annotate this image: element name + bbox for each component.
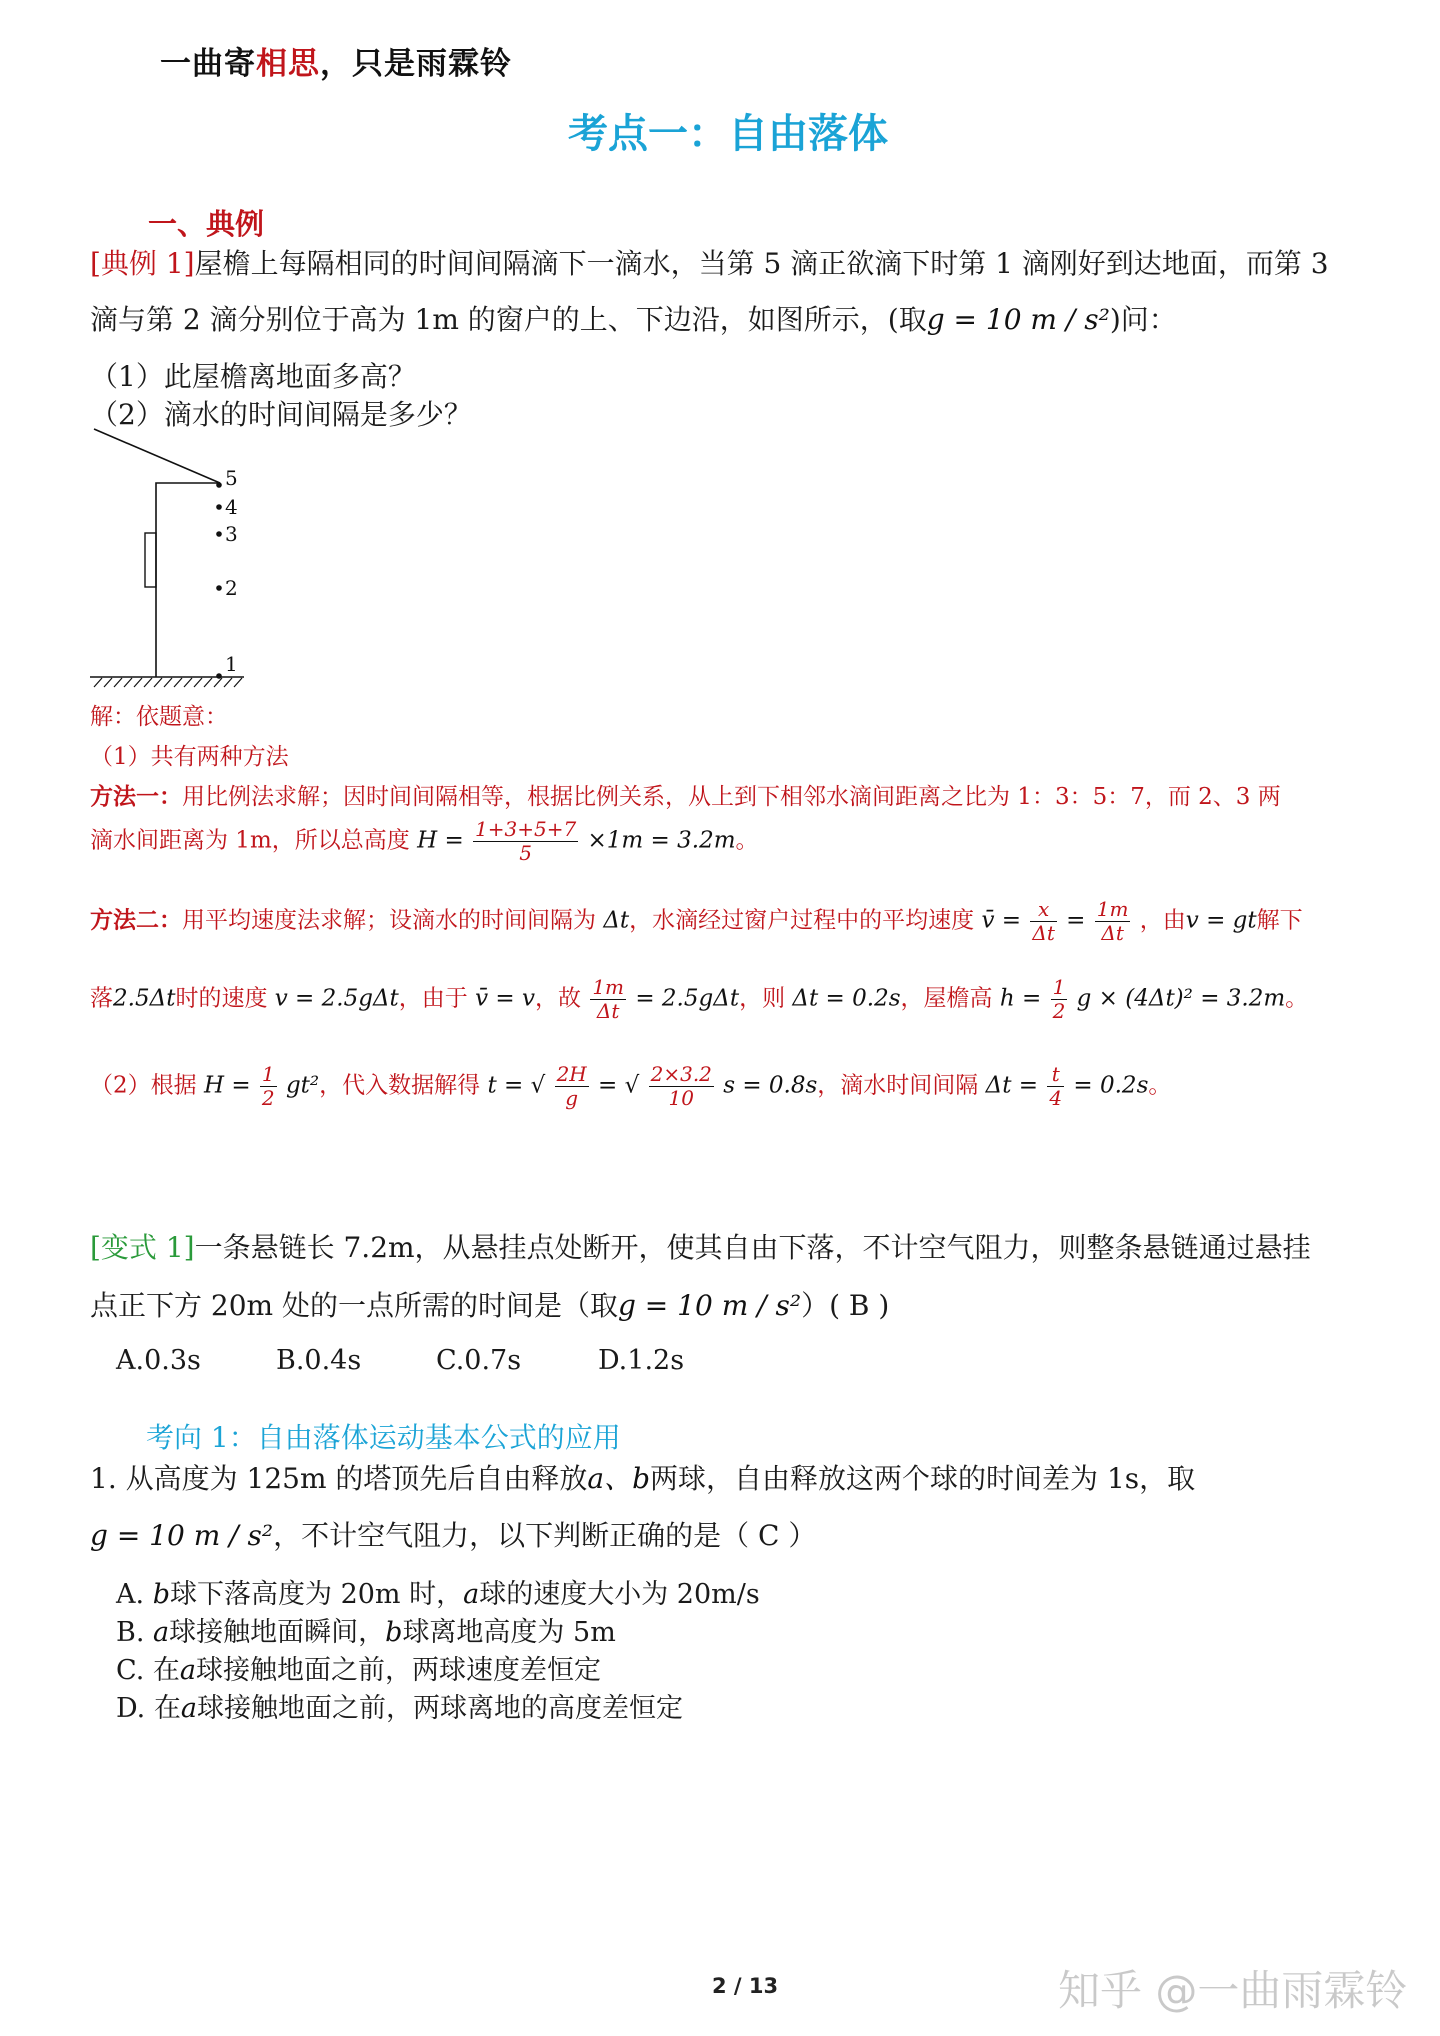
method2-v25: v = 2.5gΔt [274,985,399,1012]
q1-option-a-label: A. [116,1579,145,1610]
method2-frac2-num: 1m [1096,897,1129,921]
method1-line2 [90,818,759,865]
variant1-option-d: D.1.2s [598,1345,685,1376]
solution-intro: 解：依题意： [90,704,228,730]
method2-dt: Δt [603,907,630,934]
q1-g-formula: g = 10 m / s² [90,1519,274,1552]
header-part2: 相思 [256,46,320,82]
q1-text1b: 两球，自由释放这两个球的时间差为 1s，取 [650,1462,1196,1495]
method2-frac1-den: Δt [1032,921,1055,945]
part2-gt2: gt² [285,1072,320,1099]
header-motto [160,38,512,83]
part2-eq2: = √ [598,1072,640,1099]
method1-H: H = [417,827,464,854]
method2-text1a: 用平均速度法求解；设滴水的时间间隔为 [182,907,596,934]
part2-text-b: ，代入数据解得 [319,1072,481,1099]
solution-part1: （1）共有两种方法 [90,744,289,770]
method2-line2 [90,976,1308,1023]
variant1-text2b: ）( B ) [801,1289,890,1322]
example1-question2: （2）滴水的时间间隔是多少？ [90,398,472,431]
example1-tag: [典例 1] [90,247,195,280]
variant1-text2a: 点正下方 20m 处的一点所需的时间是（取 [90,1289,618,1322]
part2-text-c: ，滴水时间间隔 [817,1072,979,1099]
example1-text1: 屋檐上每隔相同的时间间隔滴下一滴水，当第 5 滴正欲滴下时第 1 滴刚好到达地面，而第 3 [194,247,1329,280]
example1-g-formula: g = 10 m / s² [926,303,1110,336]
drop-1 [216,673,222,679]
part2-frac1-num: 1 [261,1062,275,1086]
method1-fraction [473,818,578,865]
page-title: 考点一：自由落体 [568,110,888,157]
drop-label-2: 2 [225,576,238,600]
part2-result: s = 0.8s [723,1072,818,1099]
method2-text2b: 时的速度 [175,985,268,1012]
method1-text1: 用比例法求解；因时间间隔相等，根据比例关系，从上到下相邻水滴间距离之比为 1：3：5：7，而 2、3 两 [182,784,1281,810]
method2-text2c: ，由于 [398,985,468,1012]
variant1-g-formula: g = 10 m / s² [617,1289,802,1322]
solution-part2 [90,1063,1171,1110]
q1-option-b [116,1610,616,1649]
example1-line2 [90,298,1177,338]
section-heading: 一、典例 [148,207,265,241]
method2-dt-result: Δt = 0.2s [792,985,901,1012]
variant1-line1 [90,1226,1311,1266]
q1-option-a [116,1572,760,1611]
method2-text2f: ，屋檐高 [900,985,993,1012]
method2-frac1-num: x [1030,898,1056,922]
example1-text2b: )问： [1109,303,1177,336]
method2-frac4-den: 2 [1052,999,1066,1023]
q1-ab: a、b [587,1462,651,1495]
drop-4 [216,504,222,510]
part2-frac4-num: t [1047,1063,1064,1087]
part2-frac1-den: 2 [261,1086,275,1110]
drop-label-1: 1 [225,652,238,676]
method2-frac2 [1095,898,1131,945]
method1-result: ×1m = 3.2m [587,827,736,854]
method2-frac4-num: 1 [1052,975,1066,999]
method2-frac2-den: Δt [1101,921,1124,945]
drop-3 [216,531,222,537]
method1-num: 1+3+5+7 [475,817,577,841]
q1-option-a-end: 球的速度大小为 20m/s [479,1579,760,1610]
method2-end: 。 [1285,985,1309,1012]
part2-end: 。 [1148,1072,1172,1099]
variant1-option-c: C.0.7s [436,1345,522,1376]
part2-dt: Δt = [985,1072,1039,1099]
q1-option-b-end: 球离地高度为 5m [402,1617,616,1648]
q1-option-b-var1: a [153,1617,170,1648]
q1-option-c-var: a [179,1655,196,1686]
part2-frac3-den: 10 [668,1086,694,1110]
part2-frac4 [1047,1063,1064,1110]
example1-text2a: 滴与第 2 滴分别位于高为 1m 的窗户的上、下边沿，如图所示，(取 [90,303,927,336]
part2-text-a: （2）根据 [90,1072,197,1099]
method2-text2d: ，故 [535,985,581,1012]
part2-frac1 [260,1063,277,1110]
method2-vbar: v̄ = [981,907,1022,934]
example1-line1 [90,242,1329,282]
q1-option-c-end: 球接触地面之前，两球速度差恒定 [195,1655,601,1686]
q1-option-a-var1: b [152,1579,170,1610]
drop-label-3: 3 [225,522,238,546]
method2-frac3-num: 1m [592,975,625,999]
q1-text1a: 1. 从高度为 125m 的塔顶先后自由释放 [90,1462,588,1495]
method2-tag: 方法二： [90,906,182,934]
part2-result2: = 0.2s [1073,1072,1149,1099]
part2-frac4-den: 4 [1049,1086,1063,1110]
method2-text2e: ，则 [739,985,786,1012]
q1-option-d [116,1686,683,1725]
method2-text1c: ，由 [1139,907,1186,934]
method1-tag: 方法一： [90,783,182,810]
part2-frac2-den: g [565,1086,579,1110]
drop-label-5: 5 [225,466,238,490]
variant1-option-b: B.0.4s [276,1345,362,1376]
method2-vgt: v = gt [1185,907,1257,934]
q1-option-b-label: B. [116,1617,145,1648]
page-number: 2 / 13 [712,1974,779,1998]
part2-frac3-num: 2×3.2 [650,1062,712,1086]
method2-vbarv: v̄ = v [475,985,535,1012]
part2-frac3 [649,1063,714,1110]
q1-option-d-end: 球接触地面之前，两球离地的高度差恒定 [196,1693,683,1724]
q1-option-a-mid: 球下落高度为 20m 时， [169,1579,464,1610]
q1-option-c-label: C. 在 [116,1655,180,1686]
method1-line1 [90,778,1281,811]
part2-H: H = [203,1072,251,1099]
part2-t: t = √ [487,1072,546,1099]
variant1-line2 [90,1284,889,1324]
drop-5 [216,482,222,488]
part2-frac2 [555,1063,589,1110]
q1-line1 [90,1457,1195,1497]
variant1-tag: [变式 1] [90,1231,195,1264]
method2-frac1 [1030,898,1056,945]
method2-text1d: 解下 [1256,907,1303,934]
method2-frac3-result: = 2.5gΔt [635,985,740,1012]
method2-line1 [90,898,1303,945]
q1-option-c [116,1648,601,1687]
method1-text2: 滴水间距离为 1m，所以总高度 [90,827,410,854]
method2-text1b: ，水滴经过窗户过程中的平均速度 [629,907,975,934]
topic-heading: 考向 1：自由落体运动基本公式的应用 [146,1421,621,1454]
method2-frac3-den: Δt [596,999,620,1023]
drop-label-4: 4 [225,495,238,519]
header-part1: 一曲寄 [160,46,256,82]
method2-25dt: 2.5Δt [113,985,176,1012]
part2-frac2-num: 2H [556,1062,587,1086]
watermark: 知乎 @一曲雨霖铃 [1058,1966,1408,2015]
drop-2 [216,585,222,591]
method2-text2a: 落 [90,985,113,1012]
q1-line2 [90,1514,816,1554]
eaves-figure [80,425,280,695]
example1-question1: （1）此屋檐离地面多高？ [90,360,416,393]
method2-h-result: g × (4Δt)² = 3.2m [1076,985,1286,1012]
header-part3: ，只是雨霖铃 [320,46,512,82]
q1-option-d-label: D. 在 [116,1693,181,1724]
q1-text2b: ，不计空气阻力，以下判断正确的是（ C ） [273,1519,817,1552]
method2-h: h = [999,985,1042,1012]
method2-eq: = [1066,907,1086,934]
method1-end: 。 [735,827,759,854]
q1-option-b-var2: b [385,1617,403,1648]
variant1-option-a: A.0.3s [116,1345,201,1376]
q1-option-a-var2: a [463,1579,480,1610]
method2-frac4 [1051,976,1068,1023]
variant1-text1: 一条悬链长 7.2m，从悬挂点处断开，使其自由下落，不计空气阻力，则整条悬链通过悬挂 [194,1231,1311,1264]
q1-option-b-mid: 球接触地面瞬间， [169,1617,386,1648]
method1-den: 5 [519,841,532,865]
method2-frac3 [590,976,626,1023]
q1-option-d-var: a [180,1693,197,1724]
